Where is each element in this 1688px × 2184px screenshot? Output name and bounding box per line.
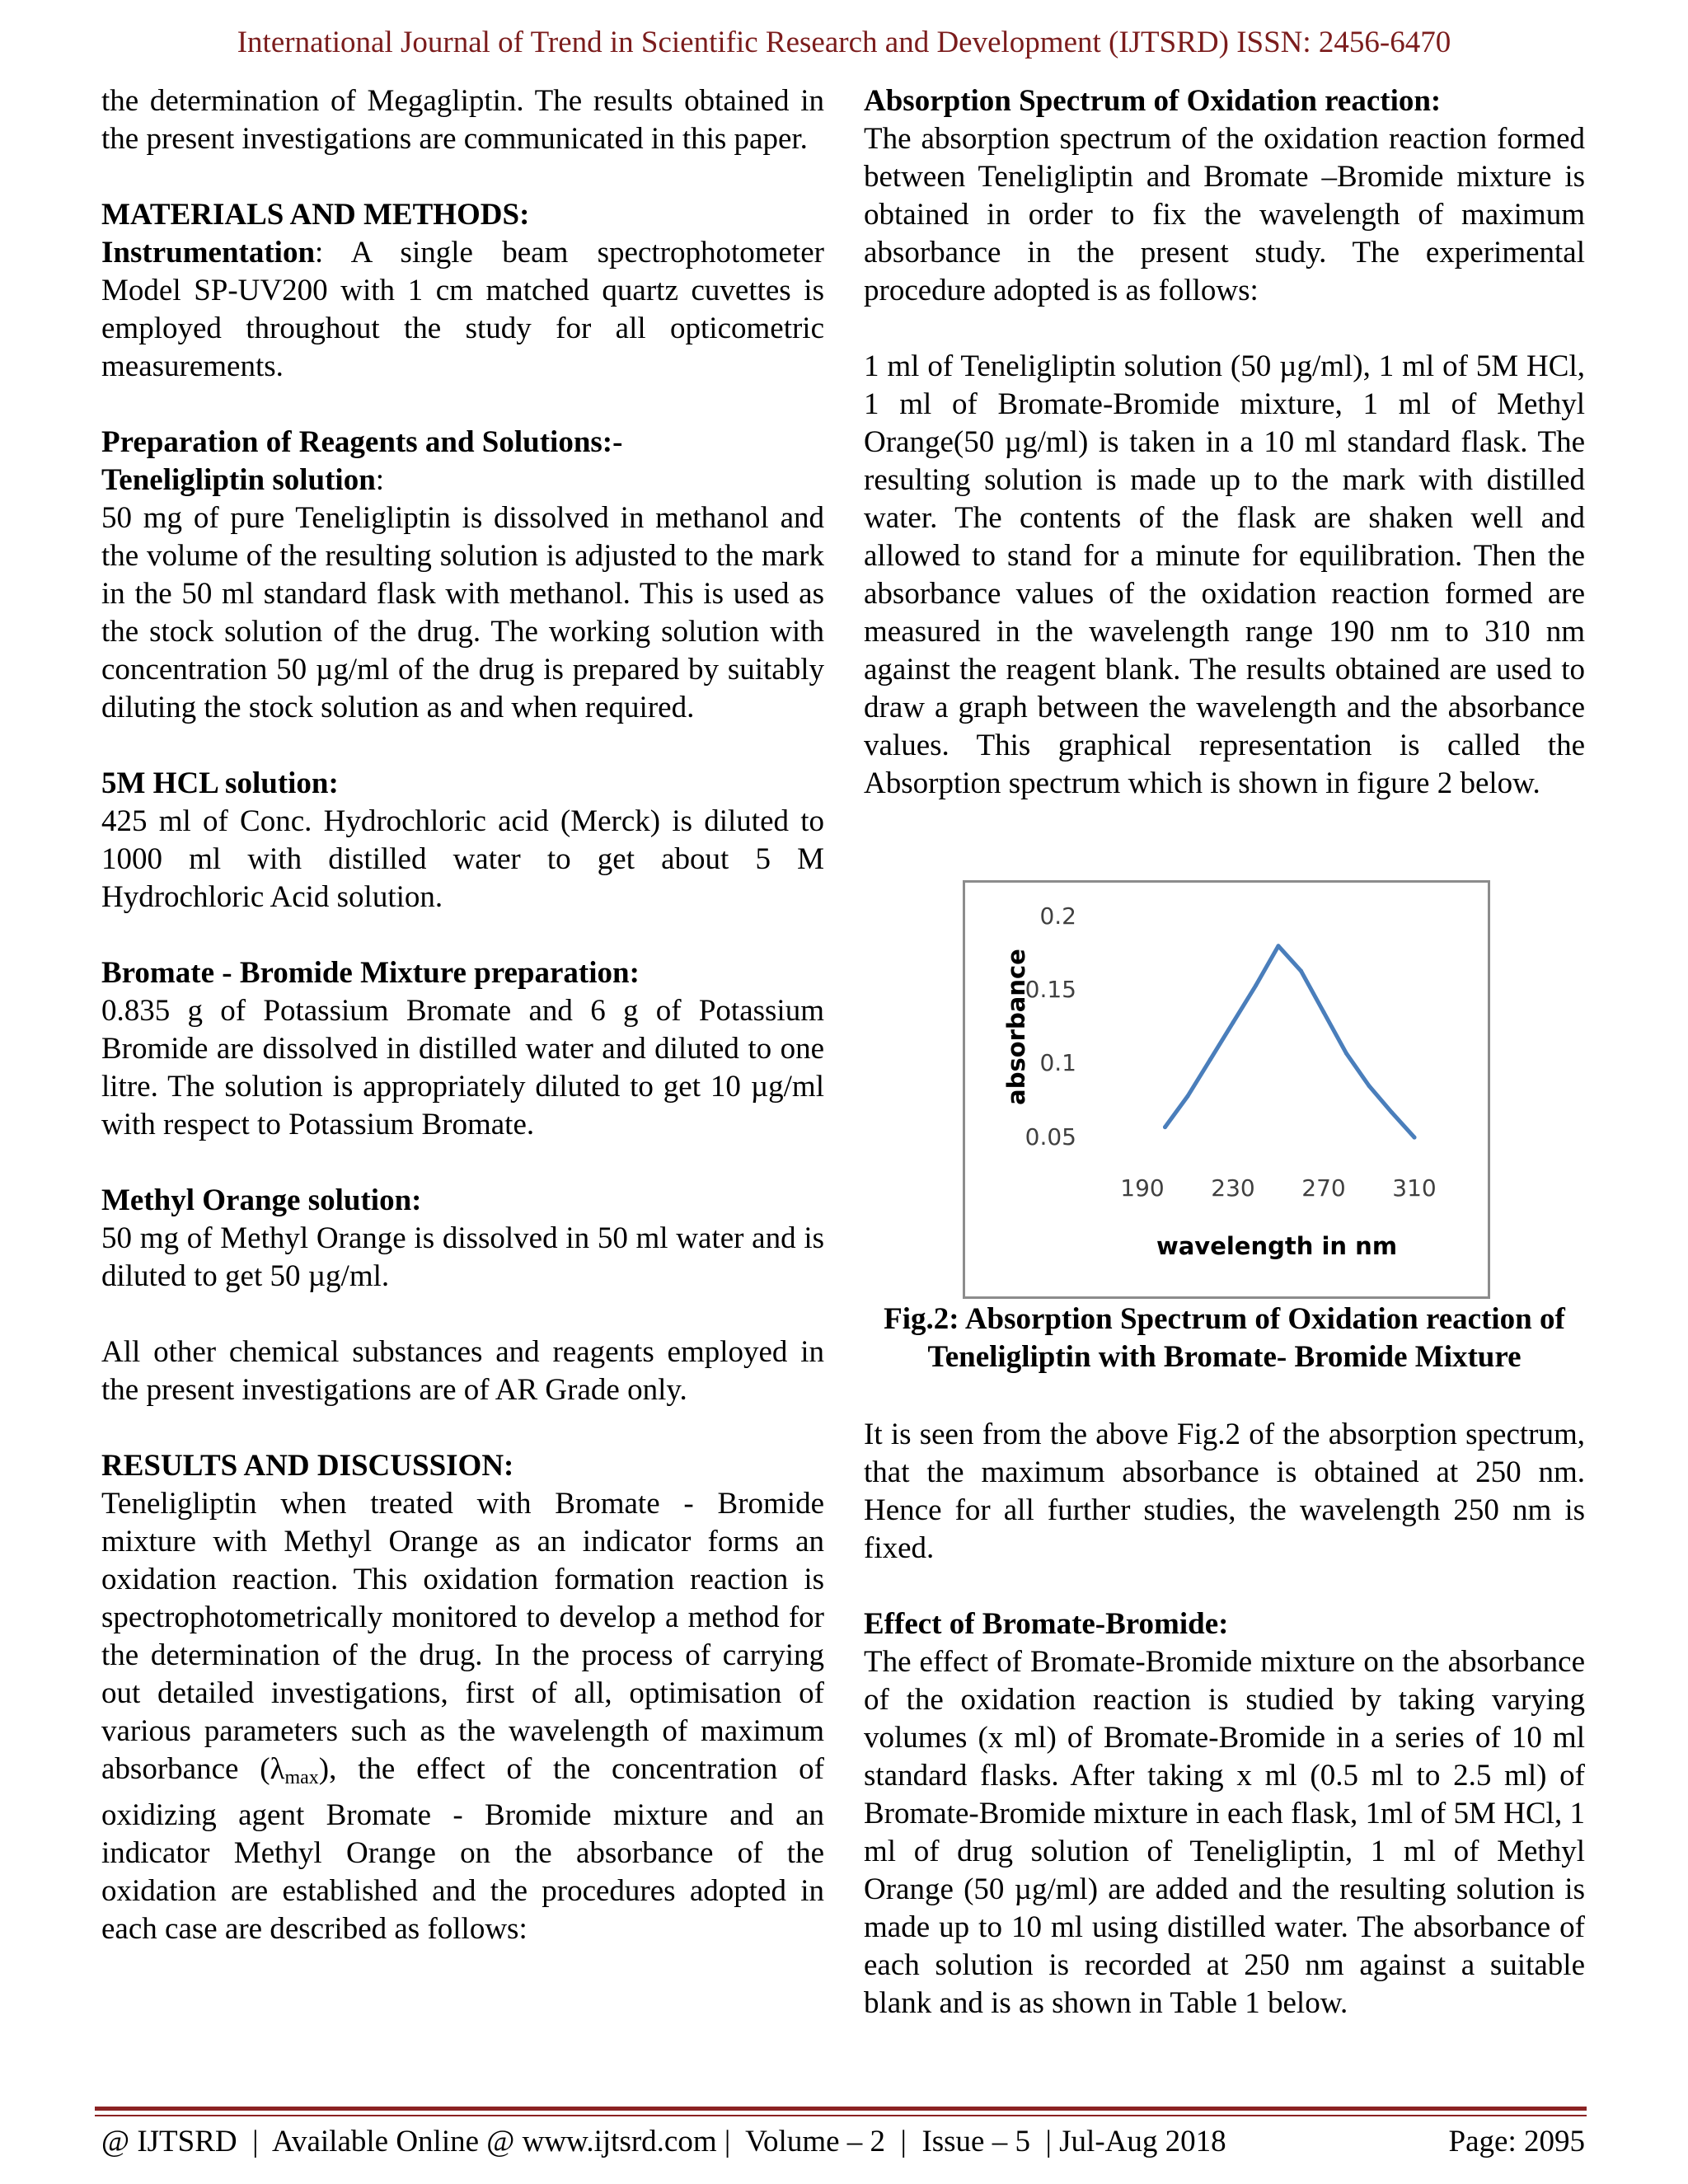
y-tick-label: 0.05 — [1025, 1123, 1076, 1151]
y-tick-labels — [1025, 902, 1076, 1151]
preparation-heading: Preparation of Reagents and Solutions:- — [101, 425, 623, 459]
page-number: Page: 2095 — [1448, 2125, 1585, 2158]
materials-heading: MATERIALS AND METHODS: — [101, 198, 530, 232]
figure-caption: Fig.2: Absorption Spectrum of Oxidation reaction of Teneligliptin with Bromate- Bromide Mixture — [884, 1302, 1565, 1374]
teneligliptin-colon: : — [375, 463, 385, 497]
absorbance-series-line — [1165, 946, 1415, 1137]
data-point — [1277, 944, 1281, 948]
absorption-paragraph: The absorption spectrum of the oxidation reaction formed between Teneligliptin and Bromate –Bromide mixture is obtained in order to fix the wavelength of maximum absorbance in the present study. The experimental procedure adopted is as follows: — [864, 122, 1585, 307]
footer-info: @ IJTSRD | Available Online @ www.ijtsrd.com | Volume – 2 | Issue – 5 | Jul-Aug 2018 — [101, 2125, 1226, 2158]
results-text-a: Teneligliptin when treated with Bromate - Bromide mixture with Methyl Orange as an indicator forms an oxidation reaction. This oxidation formation reaction is spectrophotometrically monitored to develop a method for the determination of the drug. In the process of carrying out detailed investigations, first of all, optimisation of various parameters such as the wavelength of maximum absorbance (λ — [101, 1487, 824, 1786]
data-point — [1254, 984, 1258, 988]
data-point — [1208, 1057, 1212, 1062]
data-point — [1186, 1094, 1190, 1099]
footer-rule-thin — [95, 2115, 1587, 2116]
x-tick-label: 230 — [1211, 1174, 1255, 1202]
data-point — [1299, 969, 1303, 973]
right-column-lower — [864, 1416, 1585, 2022]
instrumentation-label: Instrumentation — [101, 236, 316, 269]
effect-paragraph: The effect of Bromate-Bromide mixture on the absorbance of the oxidation reaction is studied by taking varying volumes (x ml) of Bromate-Bromide in a series of 10 ml standard flasks. After taking x ml (0.5 ml to 2.5 ml) of Bromate-Bromide mixture in each flask, 1ml of 5M HCl, 1 ml of drug solution of Teneligliptin, 1 ml of Methyl Orange (50 µg/ml) are added and the resulting solution is made up to 10 ml using distilled water. The absorbance of each solution is recorded at 250 nm against a suitable blank and is as shown in Table 1 below. — [864, 1645, 1585, 2020]
x-axis-label: wavelength in nm — [1156, 1232, 1398, 1260]
effect-heading: Effect of Bromate-Bromide: — [864, 1607, 1229, 1641]
lambda-max-subscript: max — [284, 1767, 319, 1788]
data-point — [1231, 1020, 1236, 1024]
data-point — [1413, 1136, 1417, 1140]
absorption-heading: Absorption Spectrum of Oxidation reaction: — [864, 84, 1442, 118]
bromate-heading: Bromate - Bromide Mixture preparation: — [101, 956, 640, 990]
methyl-orange-heading: Methyl Orange solution: — [101, 1183, 422, 1217]
x-tick-labels — [1120, 1174, 1436, 1202]
y-tick-label: 0.15 — [1025, 976, 1076, 1003]
hcl-heading: 5M HCL solution: — [101, 766, 339, 800]
data-point — [1367, 1084, 1372, 1088]
y-axis-label: absorbance — [1002, 949, 1030, 1105]
right-column — [864, 82, 1585, 803]
instrumentation-text: : A single beam spectrophotometer Model SP-UV200 with 1 cm matched quartz cuvettes is employed throughout the study for all opticometric measurements. — [101, 236, 824, 383]
ar-grade-paragraph: All other chemical substances and reagents employed in the present investigations are of AR Grade only. — [101, 1335, 824, 1407]
y-tick-label: 0.1 — [1039, 1049, 1076, 1076]
x-tick-label: 310 — [1392, 1174, 1437, 1202]
data-point — [1390, 1110, 1394, 1114]
results-text-b: ), the effect of the concentration of oxidizing agent Bromate - Bromide mixture and an indicator Methyl Orange on the absorbance of the oxidation are established and the procedures adopted in each case are described as follows: — [101, 1752, 825, 1946]
instrumentation-paragraph — [101, 234, 824, 386]
results-heading: RESULTS AND DISCUSSION: — [101, 1449, 514, 1483]
intro-paragraph: the determination of Megagliptin. The results obtained in the present investigations are communicated in this paper. — [101, 84, 824, 156]
y-tick-label: 0.2 — [1039, 902, 1076, 930]
left-column — [101, 82, 824, 1948]
footer — [101, 2123, 1585, 2161]
footer-rule-thick — [95, 2107, 1587, 2111]
data-points — [1163, 944, 1417, 1139]
procedure-paragraph: 1 ml of Teneligliptin solution (50 µg/ml), 1 ml of 5M HCl, 1 ml of Bromate-Bromide mixture, 1 ml of Methyl Orange(50 µg/ml) is taken in a 10 ml standard flask. The resulting solution is made up to the mark with distilled water. The contents of the flask are shaken well and allowed to stand for a minute for equilibration. Then the absorbance values of the oxidation reaction formed are measured in the wavelength range 190 nm to 310 nm against the reagent blank. The results obtained are used to draw a graph between the wavelength and the absorbance values. This graphical representation is called the Absorption spectrum which is shown in figure 2 below. — [864, 349, 1585, 800]
journal-header: International Journal of Trend in Scientific Research and Development (IJTSRD) ISSN: 2456-6470 — [237, 26, 1451, 59]
results-paragraph — [101, 1485, 824, 1948]
teneligliptin-subheading — [101, 462, 824, 499]
absorption-spectrum-chart — [963, 880, 1490, 1299]
teneligliptin-label: Teneligliptin solution — [101, 463, 376, 497]
chart-svg — [965, 883, 1488, 1296]
hcl-paragraph: 425 ml of Conc. Hydrochloric acid (Merck) is diluted to 1000 ml with distilled water to get about 5 M Hydrochloric Acid solution. — [101, 804, 824, 914]
bromate-paragraph: 0.835 g of Potassium Bromate and 6 g of Potassium Bromide are dissolved in distilled water and diluted to one litre. The solution is appropriately diluted to get 10 µg/ml with respect to Potassium Bromate. — [101, 994, 824, 1141]
data-point — [1163, 1125, 1167, 1129]
conclusion-paragraph: It is seen from the above Fig.2 of the absorption spectrum, that the maximum absorbance is obtained at 250 nm. Hence for all further studies, the wavelength 250 nm is fixed. — [864, 1418, 1585, 1565]
methyl-orange-paragraph: 50 mg of Methyl Orange is dissolved in 50 ml water and is diluted to get 50 µg/ml. — [101, 1221, 824, 1293]
x-tick-label: 190 — [1120, 1174, 1165, 1202]
teneligliptin-paragraph: 50 mg of pure Teneligliptin is dissolved in methanol and the volume of the resulting solution is adjusted to the mark in the 50 ml standard flask with methanol. This is used as the stock solution of the drug. The working solution with concentration 50 µg/ml of the drug is prepared by suitably diluting the stock solution as and when required. — [101, 501, 824, 724]
data-point — [1322, 1010, 1326, 1015]
data-point — [1344, 1052, 1348, 1056]
x-tick-label: 270 — [1301, 1174, 1346, 1202]
